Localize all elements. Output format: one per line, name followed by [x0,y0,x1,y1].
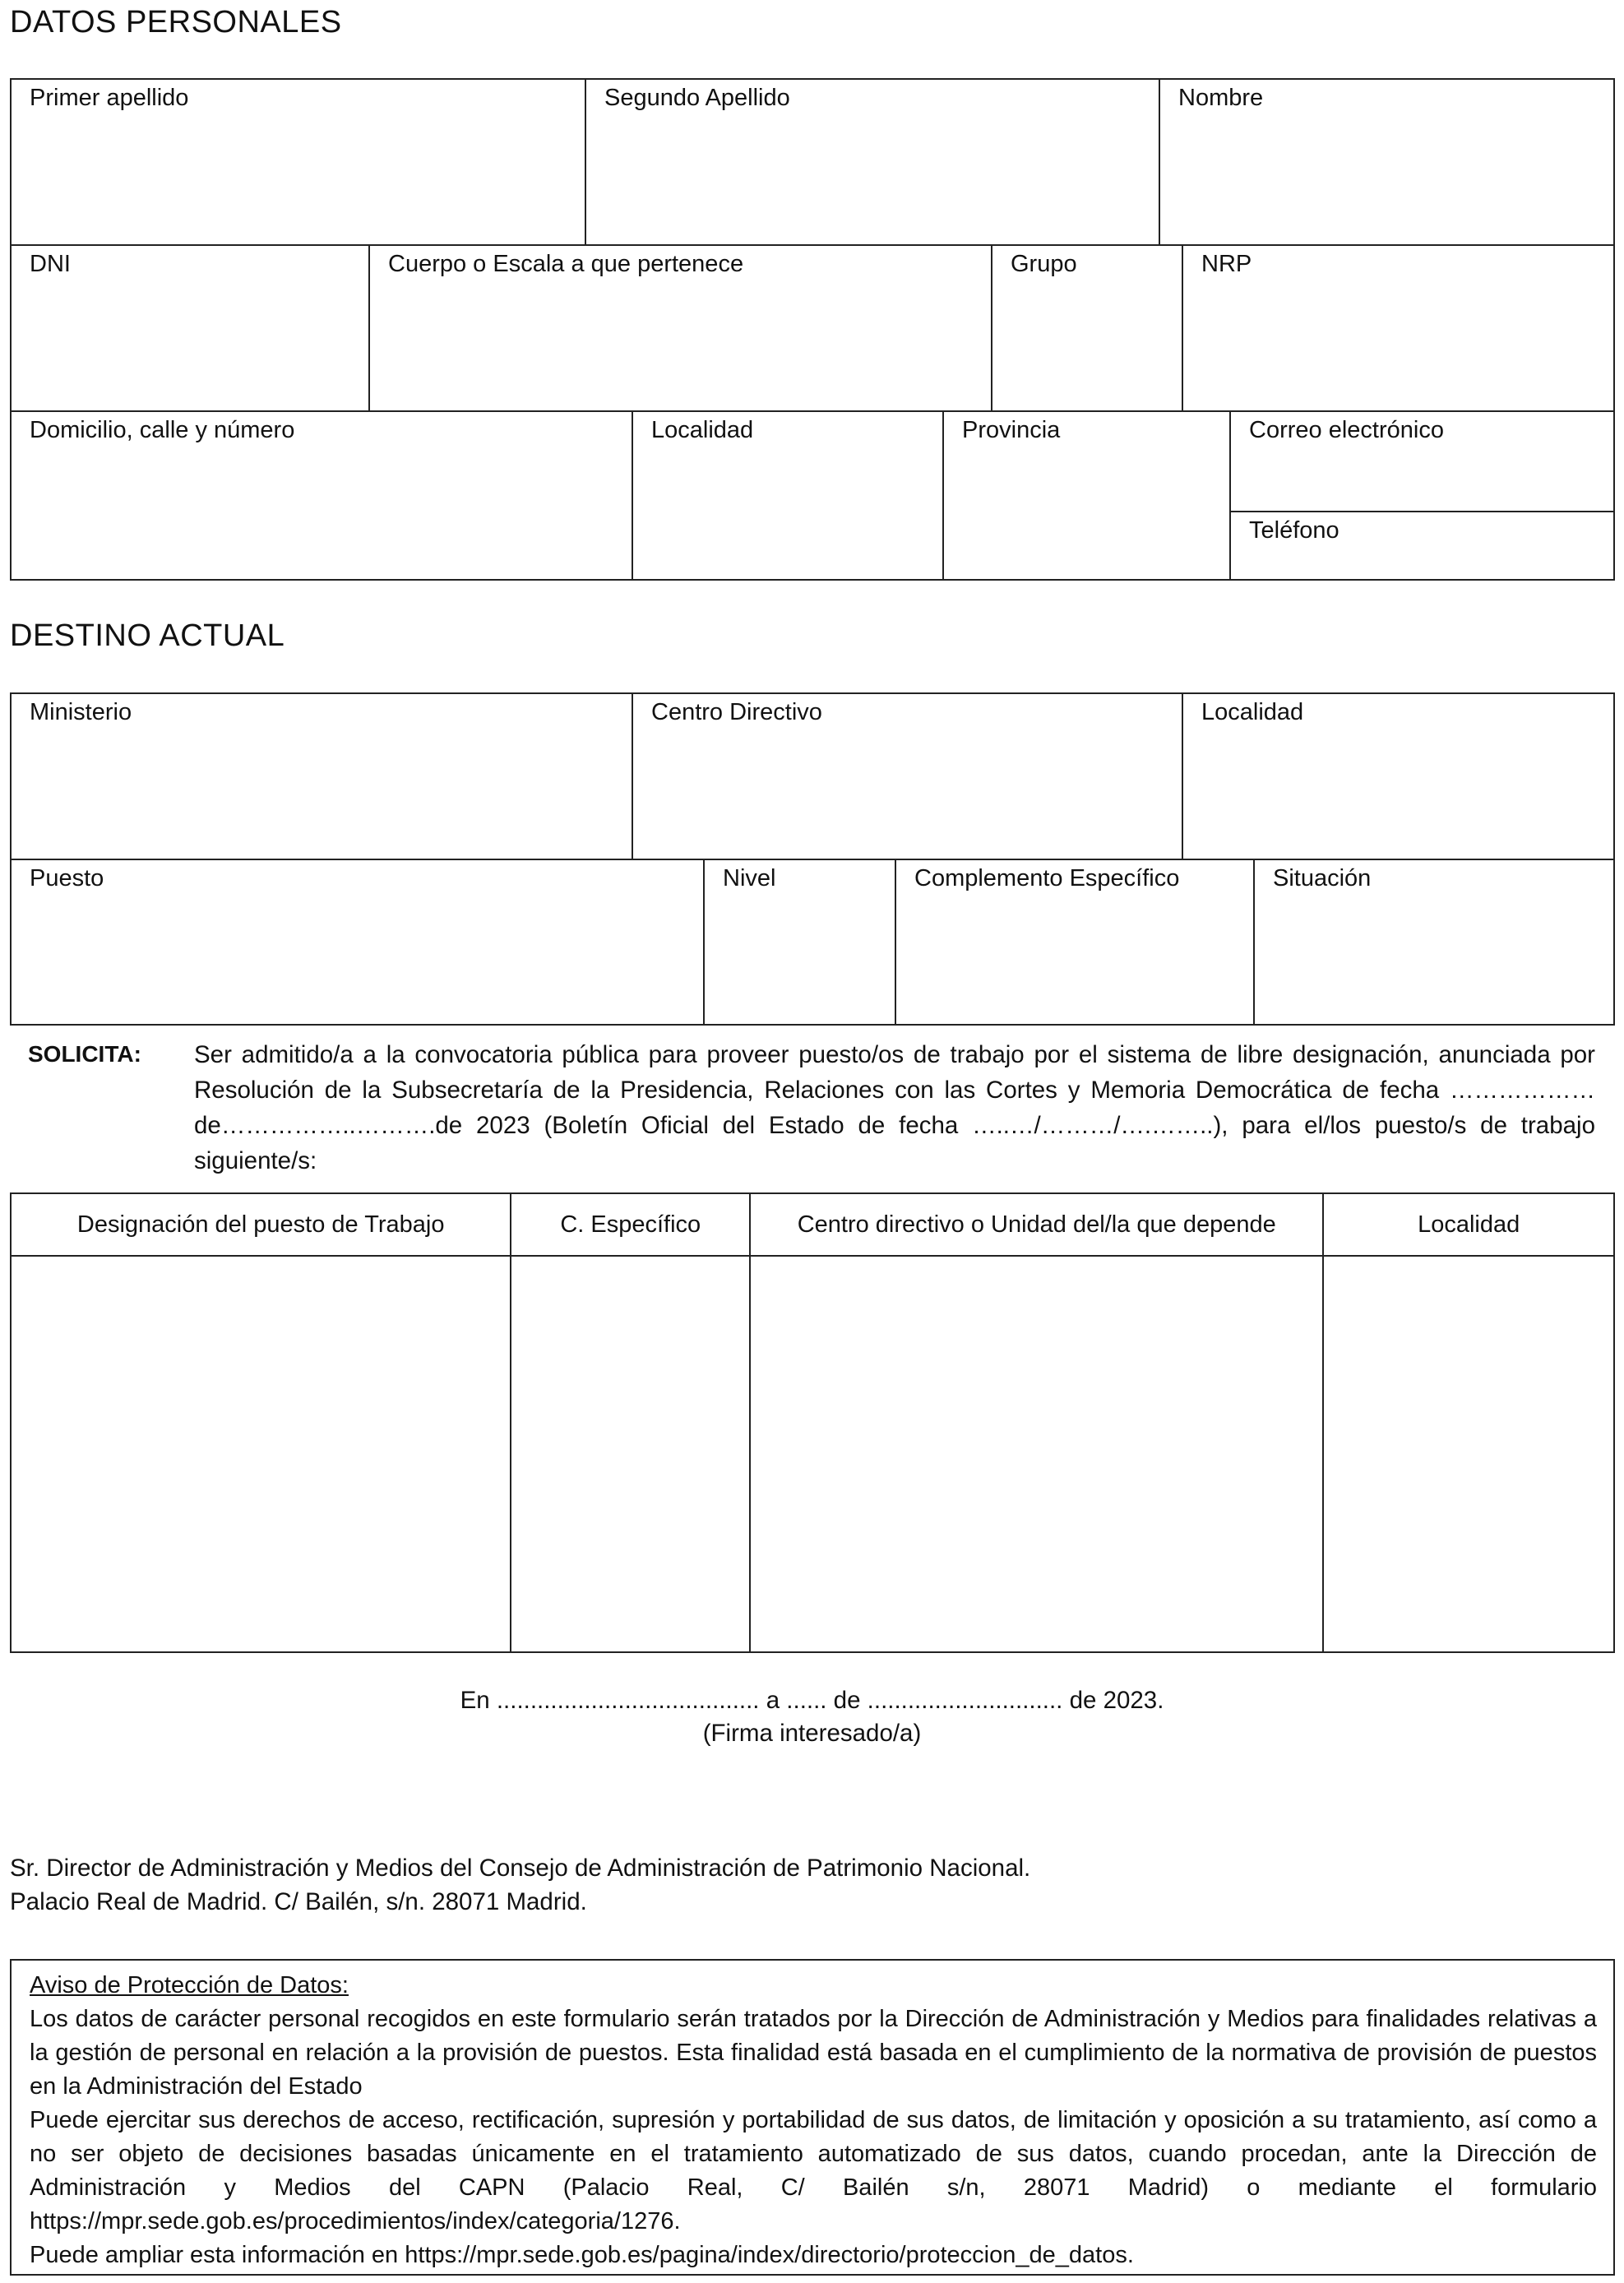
destino-grid [10,692,1615,1026]
label-segundo-apellido: Segundo Apellido [604,85,790,111]
privacy-paragraph-2: Puede ejercitar sus derechos de acceso, rectificación, supresión y portabilidad de sus datos, de limitación y oposición a su tratamiento, así como a no ser objeto de decisiones basadas únicamente en el tratamiento automatizado de sus datos, cuando procedan, ante la Dirección de Administración y Medios del CAPN (Palacio Real, C/ Bailén s/n, 28071 Madrid) o mediante el formulario https://mpr.sede.gob.es/procedimientos/index/categoria/1276. [30,2107,1597,2234]
section-title-destino-actual: DESTINO ACTUAL [10,618,285,653]
field-complemento[interactable] [896,860,1255,1024]
field-grupo[interactable] [992,246,1183,412]
label-situacion: Situación [1273,865,1372,891]
personal-data-grid [10,78,1615,581]
field-nrp[interactable] [1183,246,1613,412]
label-destino-localidad: Localidad [1201,699,1304,725]
addressee-line-2: Palacio Real de Madrid. C/ Bailén, s/n. 28071 Madrid. [10,1888,587,1915]
field-puesto[interactable] [12,860,705,1024]
addressee [10,1851,1613,1919]
label-localidad: Localidad [651,417,754,443]
field-localidad[interactable] [633,412,944,579]
table-row [11,1256,1614,1652]
label-puesto: Puesto [30,865,104,891]
field-correo[interactable] [1231,412,1613,512]
label-complemento: Complemento Específico [914,865,1180,891]
label-nrp: NRP [1201,251,1252,277]
field-nivel[interactable] [705,860,896,1024]
section-title-datos-personales: DATOS PERSONALES [10,5,342,39]
column-header-c-especifico: C. Específico [511,1193,750,1256]
field-dni[interactable] [12,246,370,412]
place-date-line: En ....................................... a ...... de ............................. de 2023. [460,1687,1164,1714]
privacy-notice [10,1959,1615,2276]
label-correo: Correo electrónico [1249,417,1444,443]
cell-localidad[interactable] [1323,1256,1614,1652]
field-ministerio[interactable] [12,694,633,860]
label-nombre: Nombre [1178,85,1264,111]
addressee-line-1: Sr. Director de Administración y Medios del Consejo de Administración de Patrimonio Nacional. [10,1855,1031,1882]
cell-designacion[interactable] [11,1256,511,1652]
column-header-designacion: Designación del puesto de Trabajo [11,1193,511,1256]
field-destino-localidad[interactable] [1183,694,1613,860]
field-provincia[interactable] [944,412,1231,579]
label-primer-apellido: Primer apellido [30,85,189,111]
label-cuerpo: Cuerpo o Escala a que pertenece [388,251,744,277]
label-telefono: Teléfono [1249,517,1339,544]
privacy-title: Aviso de Protección de Datos: [30,1972,349,1998]
field-situacion[interactable] [1255,860,1613,1024]
cell-centro-directivo[interactable] [750,1256,1323,1652]
privacy-paragraph-3: Puede ampliar esta información en https://mpr.sede.gob.es/pagina/index/directorio/proteccion_de_datos. [30,2242,1134,2268]
field-domicilio[interactable] [12,412,633,579]
solicita-label: SOLICITA: [28,1041,141,1067]
field-telefono[interactable] [1231,512,1613,579]
field-cuerpo[interactable] [370,246,992,412]
puestos-table [10,1192,1615,1653]
cell-c-especifico[interactable] [511,1256,750,1652]
field-nombre[interactable] [1160,80,1613,246]
field-centro-directivo[interactable] [633,694,1183,860]
label-grupo: Grupo [1011,251,1077,277]
table-header-row [11,1193,1614,1256]
label-provincia: Provincia [962,417,1061,443]
privacy-paragraph-1: Los datos de carácter personal recogidos en este formulario serán tratados por la Dirección de Administración y Medios para finalidades relativas a la gestión de personal en relación a la provisión de puestos. Esta finalidad está basada en el cumplimiento de la normativa de provisión de puestos en la Administración del Estado [30,2006,1597,2100]
label-domicilio: Domicilio, calle y número [30,417,295,443]
label-nivel: Nivel [723,865,776,891]
solicita-text: Ser admitido/a a la convocatoria pública para proveer puesto/os de trabajo por el sistema de libre designación, anunciada por Resolución de la Subsecretaría de la Presidencia, Relaciones con las Cortes y Memoria Democrática de fecha ………………de……………..……….de 2023 (Boletín Oficial del Estado de fecha …..…/………/….……..), para el/los puesto/s de trabajo siguiente/s: [194,1041,1595,1174]
label-centro-directivo: Centro Directivo [651,699,822,725]
field-primer-apellido[interactable] [12,80,586,246]
signature-caption: (Firma interesado/a) [702,1720,922,1747]
column-header-localidad: Localidad [1323,1193,1614,1256]
column-header-centro-directivo: Centro directivo o Unidad del/la que depende [750,1193,1323,1256]
label-ministerio: Ministerio [30,699,132,725]
label-dni: DNI [30,251,71,277]
field-segundo-apellido[interactable] [586,80,1160,246]
